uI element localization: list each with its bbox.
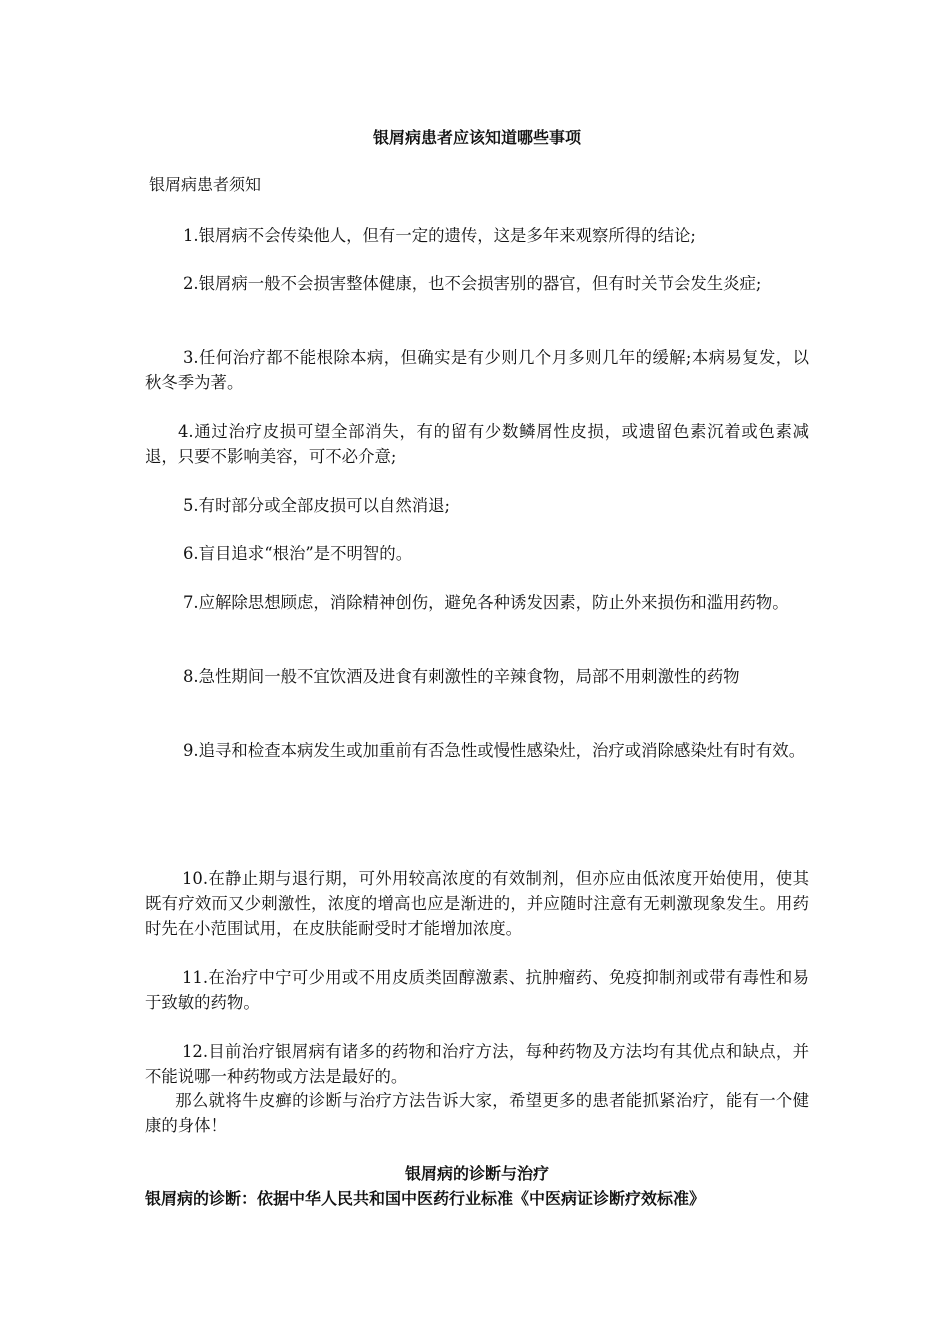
list-item-text: 4.通过治疗皮损可望全部消失，有的留有少数鳞屑性皮损，或遗留色素沉着或色素减退，只要不影响美容，可不必介意; — [145, 422, 809, 466]
list-item-text: 12.目前治疗银屑病有诸多的药物和治疗方法，每种药物及方法均有其优点和缺点，并不能说哪一种药物或方法是最好的。 — [145, 1042, 809, 1086]
list-item — [145, 738, 809, 763]
list-item-text: 6.盲目追求“根治”是不明智的。 — [183, 544, 413, 563]
list-item-text: 1.银屑病不会传染他人，但有一定的遗传，这是多年来观察所得的结论; — [183, 226, 696, 245]
list-item — [145, 664, 809, 689]
list-item-text: 11.在治疗中宁可少用或不用皮质类固醇激素、抗肿瘤药、免疫抑制剂或带有毒性和易于致敏的药物。 — [145, 968, 809, 1012]
list-item-text: 5.有时部分或全部皮损可以自然消退; — [183, 496, 451, 515]
list-item — [145, 419, 809, 469]
document-title: 银屑病患者应该知道哪些事项 — [372, 128, 581, 147]
list-item-text: 8.急性期间一般不宜饮酒及进食有刺激性的辛辣食物，局部不用刺激性的药物 — [183, 667, 740, 686]
closing-paragraph-text: 那么就将牛皮癣的诊断与治疗方法告诉大家，希望更多的患者能抓紧治疗，能有一个健康的身体！ — [145, 1091, 809, 1135]
section-title: 银屑病的诊断与治疗 — [404, 1164, 549, 1183]
list-item — [145, 866, 809, 941]
list-item-text: 7.应解除思想顾虑，消除精神创伤，避免各种诱发因素，防止外来损伤和滥用药物。 — [183, 593, 789, 612]
list-item-text: 10.在静止期与退行期，可外用较高浓度的有效制剂，但亦应由低浓度开始使用，使其既有疗效而又少刺激性，浓度的增高也应是渐进的，并应随时注意有无刺激现象发生。用药时先在小范围试用，在皮肤能耐受时才能增加浓度。 — [145, 869, 809, 938]
list-item — [145, 493, 809, 518]
list-item — [145, 1039, 809, 1089]
list-item — [145, 541, 809, 566]
list-item — [145, 590, 809, 615]
list-item-text: 3.任何治疗都不能根除本病，但确实是有少则几个月多则几年的缓解;本病易复发，以秋冬季为著。 — [145, 348, 809, 392]
list-item — [145, 965, 809, 1015]
list-item — [145, 271, 809, 296]
list-item — [145, 223, 809, 248]
list-item-text: 2.银屑病一般不会损害整体健康，也不会损害别的器官，但有时关节会发生炎症; — [183, 274, 762, 293]
section-subtitle: 银屑病的诊断：依据中华人民共和国中医药行业标准《中医病证诊断疗效标准》 — [145, 1189, 706, 1208]
closing-paragraph — [145, 1088, 809, 1138]
list-item-text: 9.追寻和检查本病发生或加重前有否急性或慢性感染灶，治疗或消除感染灶有时有效。 — [183, 741, 806, 760]
document-subheading: 银屑病患者须知 — [149, 175, 262, 194]
list-item — [145, 345, 809, 395]
